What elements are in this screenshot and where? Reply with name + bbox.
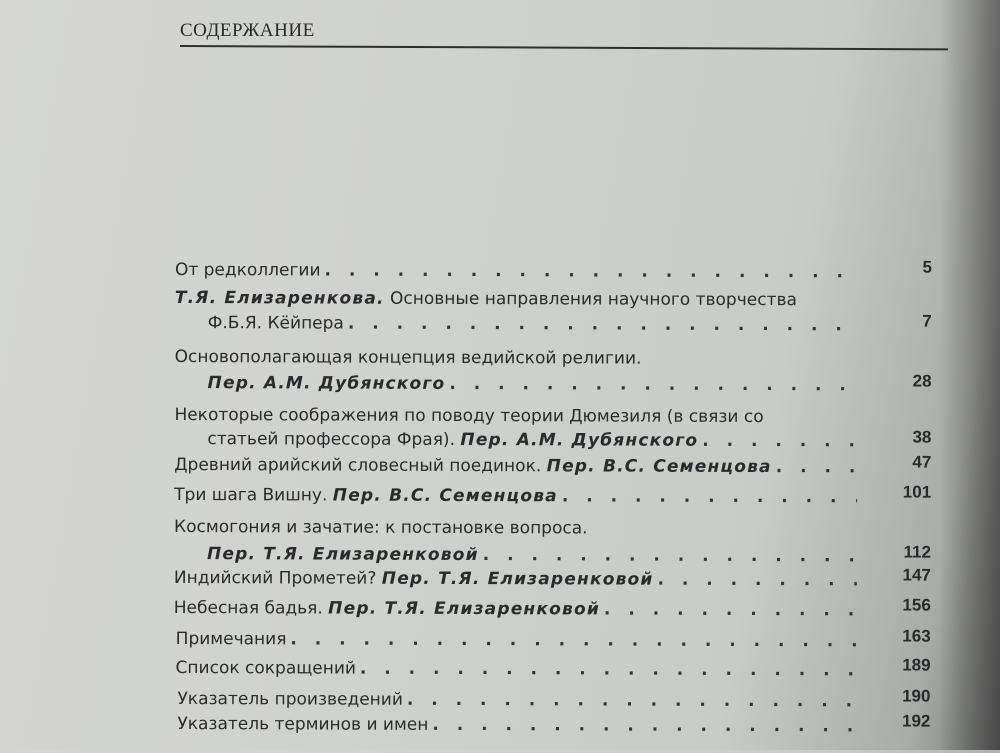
toc-entry-title: Индийский Прометей? [173, 567, 382, 589]
toc-entry-text [176, 628, 287, 650]
toc-entry-translator: Пер. Т.Я. Елизаренковой [328, 598, 600, 620]
toc-entry-line [174, 454, 861, 478]
toc-entry-title: Некоторые соображения по поводу теории Дюмезиля (в связи со [174, 404, 764, 428]
toc-entry-line [174, 404, 874, 428]
toc-entry-text [174, 597, 600, 620]
toc-entry-text [208, 372, 446, 395]
toc-entry-author: Т.Я. Елизаренкова. [174, 287, 385, 309]
toc-entry-title: Три шага Вишну. [174, 484, 333, 506]
toc-entry-translator: Пер. В.С. Семенцова [546, 456, 772, 478]
toc-entry-line [176, 628, 861, 652]
toc-entry-text [175, 287, 797, 311]
toc-entry-line [177, 713, 860, 737]
toc-entry-title: Небесная бадья. [173, 597, 329, 619]
toc-entry-line [208, 312, 862, 336]
toc-leader-dots [483, 544, 857, 567]
toc-entry-title: Примечания [175, 628, 287, 650]
page-title: СОДЕРЖАНИЕ [180, 20, 315, 41]
toc-entry-line [177, 688, 860, 712]
toc-entry-text [174, 516, 588, 539]
toc-leader-dots [604, 598, 857, 621]
toc-leader-dots [658, 569, 857, 592]
toc-entry-text [207, 543, 479, 566]
toc-entry-title: Основные направления научного творчества [384, 288, 797, 311]
toc-page-number: 192 [901, 711, 931, 731]
toc-entry-line [176, 657, 861, 681]
toc-entry-title: Космогония и зачатие: к постановке вопроса. [174, 516, 588, 539]
toc-leader-dots [432, 714, 856, 737]
toc-entry-text [177, 713, 428, 736]
toc-entry-line [174, 516, 874, 540]
toc-entry-line [174, 484, 861, 508]
toc-entry-text [177, 688, 403, 711]
toc-page-number: 163 [902, 626, 931, 646]
toc-entry-line [207, 428, 861, 452]
toc-entry-translator: Пер. Т.Я. Елизаренковой [381, 568, 654, 590]
toc-page-number: 7 [922, 311, 932, 331]
toc-entry-title: Список сокращений [175, 657, 356, 679]
toc-entry-text [174, 484, 558, 507]
toc-entry-line [175, 287, 875, 311]
toc-leader-dots [449, 373, 857, 396]
toc-page-number: 147 [902, 565, 931, 585]
toc-leader-dots [702, 430, 857, 453]
toc-entry-text [174, 404, 763, 428]
toc-leader-dots [325, 260, 858, 284]
toc-leader-dots [360, 658, 857, 682]
toc-entry-text [174, 567, 654, 591]
toc-entry-line [174, 597, 861, 621]
toc-entry-title: Указатель произведений [177, 688, 403, 710]
toc-entry-title: Ф.Б.Я. Кёйпера [207, 313, 344, 334]
toc-entry-title: Древний арийский словесный поединок. [174, 454, 547, 477]
toc-leader-dots [562, 485, 857, 508]
toc-entry-text [207, 428, 698, 452]
toc-page-number: 47 [912, 452, 932, 472]
toc-entry-text [175, 346, 642, 370]
toc-entry-text [208, 312, 344, 334]
toc-page-number: 156 [902, 595, 931, 615]
toc-entry-translator: Пер. В.С. Семенцова [332, 485, 558, 507]
toc-entry-text [174, 454, 772, 478]
toc-page-number: 5 [922, 257, 933, 277]
toc-page-number: 190 [902, 686, 931, 706]
toc-leader-dots [776, 456, 858, 478]
toc-entry-translator: Пер. А.М. Дубянского [460, 429, 699, 451]
toc-entry-title: Основополагающая концепция ведийской религии. [174, 346, 642, 369]
toc-page-number: 28 [912, 371, 932, 391]
toc-page-number: 101 [902, 482, 932, 502]
toc-entry-line [174, 567, 861, 591]
toc-entry-title: От редколлегии [174, 259, 321, 281]
toc-entry-title: статьей профессора Фрая). [207, 429, 461, 450]
toc-entry-text [175, 259, 321, 282]
toc-page-number: 189 [902, 655, 931, 675]
toc-entry-line [208, 372, 862, 396]
toc-leader-dots [348, 313, 858, 337]
toc-entry-line [175, 259, 862, 283]
toc-entry-author: Пер. А.М. Дубянского [207, 373, 446, 394]
toc-leader-dots [290, 628, 856, 652]
toc-entry-text [176, 657, 356, 680]
toc-entry-title: Указатель терминов и имен [177, 713, 429, 735]
toc-entry-line [175, 346, 875, 370]
toc-leader-dots [407, 689, 857, 713]
toc-entry-line [207, 543, 861, 567]
toc-page-number: 112 [903, 542, 932, 562]
toc-entry-author: Пер. Т.Я. Елизаренковой [206, 544, 479, 566]
toc-page-number: 38 [912, 427, 932, 447]
